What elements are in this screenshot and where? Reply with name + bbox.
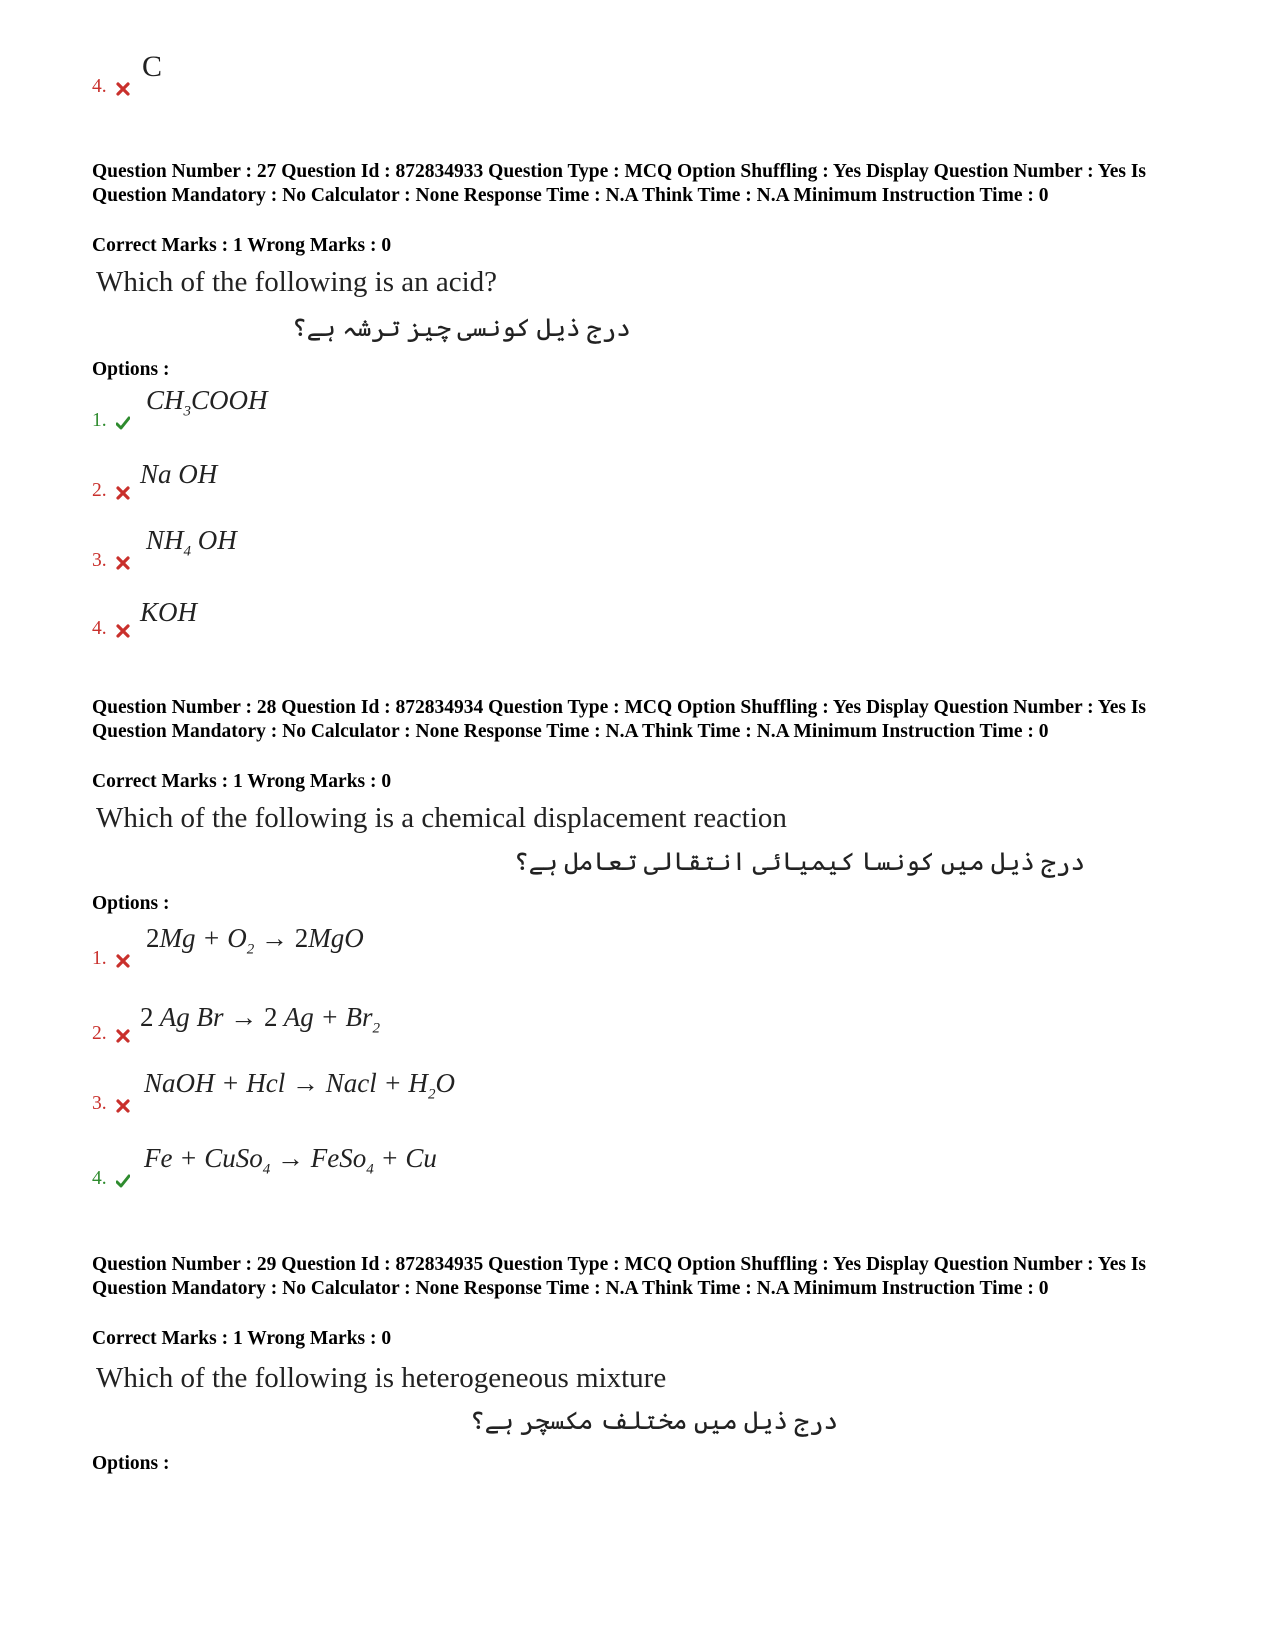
option-number: 4. [92, 618, 107, 639]
question-29-urdu: درج ذیل میں مختلف مکسچر ہے؟ [470, 1408, 839, 1435]
option-value: KOH [140, 597, 198, 627]
question-27-urdu: درج ذیل کونسی چیز ترشہ ہے؟ [292, 315, 631, 342]
question-29-options-label: Options : [92, 1453, 170, 1474]
option-value: NaOH + Hcl → Nacl + $H_2O$ [144, 1067, 455, 1102]
cross-icon [116, 1099, 130, 1113]
check-icon [116, 1174, 130, 1188]
question-29-meta: Question Number : 29 Question Id : 872834935 Question Type : MCQ Option Shuffling : Yes Display Question Number : Yes Is Question Mandatory : No Calculator : None Response Time : N.A Think Time : N.A Minimum Instruction Time : 0 [92, 1254, 1147, 1299]
check-icon [116, 416, 130, 430]
option-value: $2Mg + O_2 \to 2MgO$ [146, 922, 364, 957]
option-value: $CH_3COOH$ [146, 384, 268, 419]
cross-icon [116, 82, 130, 96]
question-28-urdu: درج ذیل میں کونسا کیمیائی انتقالی تعامل ہے؟ [514, 849, 1086, 876]
option-value: Na OH [140, 459, 218, 489]
question-27-text: Which of the following is an acid? [96, 266, 498, 298]
cross-icon [116, 1029, 130, 1043]
option-value: 2 Ag Br → 2 $Ag + Br_2$ [140, 1001, 380, 1036]
option-number: 2. [92, 1023, 107, 1044]
option-number: 1. [92, 410, 107, 431]
question-27-marks: Correct Marks : 1 Wrong Marks : 0 [92, 235, 392, 256]
option-number: 2. [92, 480, 107, 501]
option-number: 3. [92, 1093, 107, 1114]
question-27-meta: Question Number : 27 Question Id : 872834933 Question Type : MCQ Option Shuffling : Yes Display Question Number : Yes Is Question Mandatory : No Calculator : None Response Time : N.A Think Time : N.A Minimum Instruction Time : 0 [92, 161, 1147, 206]
question-29-marks: Correct Marks : 1 Wrong Marks : 0 [92, 1328, 392, 1349]
question-29-text: Which of the following is heterogeneous mixture [96, 1362, 667, 1394]
option-value: C [142, 50, 163, 83]
cross-icon [116, 556, 130, 570]
question-28-options-label: Options : [92, 893, 170, 914]
question-28-text: Which of the following is a chemical displacement reaction [96, 802, 787, 834]
option-value: Fe + CuSo$_4$ → FeSo$_4$ + Cu [144, 1142, 437, 1177]
option-number: 4. [92, 76, 107, 97]
cross-icon [116, 954, 130, 968]
cross-icon [116, 486, 130, 500]
question-28-marks: Correct Marks : 1 Wrong Marks : 0 [92, 771, 392, 792]
cross-icon [116, 624, 130, 638]
question-28-meta: Question Number : 28 Question Id : 872834934 Question Type : MCQ Option Shuffling : Yes Display Question Number : Yes Is Question Mandatory : No Calculator : None Response Time : N.A Think Time : N.A Minimum Instruction Time : 0 [92, 697, 1147, 742]
option-number: 3. [92, 550, 107, 571]
option-number: 4. [92, 1168, 107, 1189]
option-value: $NH_4$ OH [146, 524, 237, 559]
option-number: 1. [92, 948, 107, 969]
question-27-options-label: Options : [92, 359, 170, 380]
